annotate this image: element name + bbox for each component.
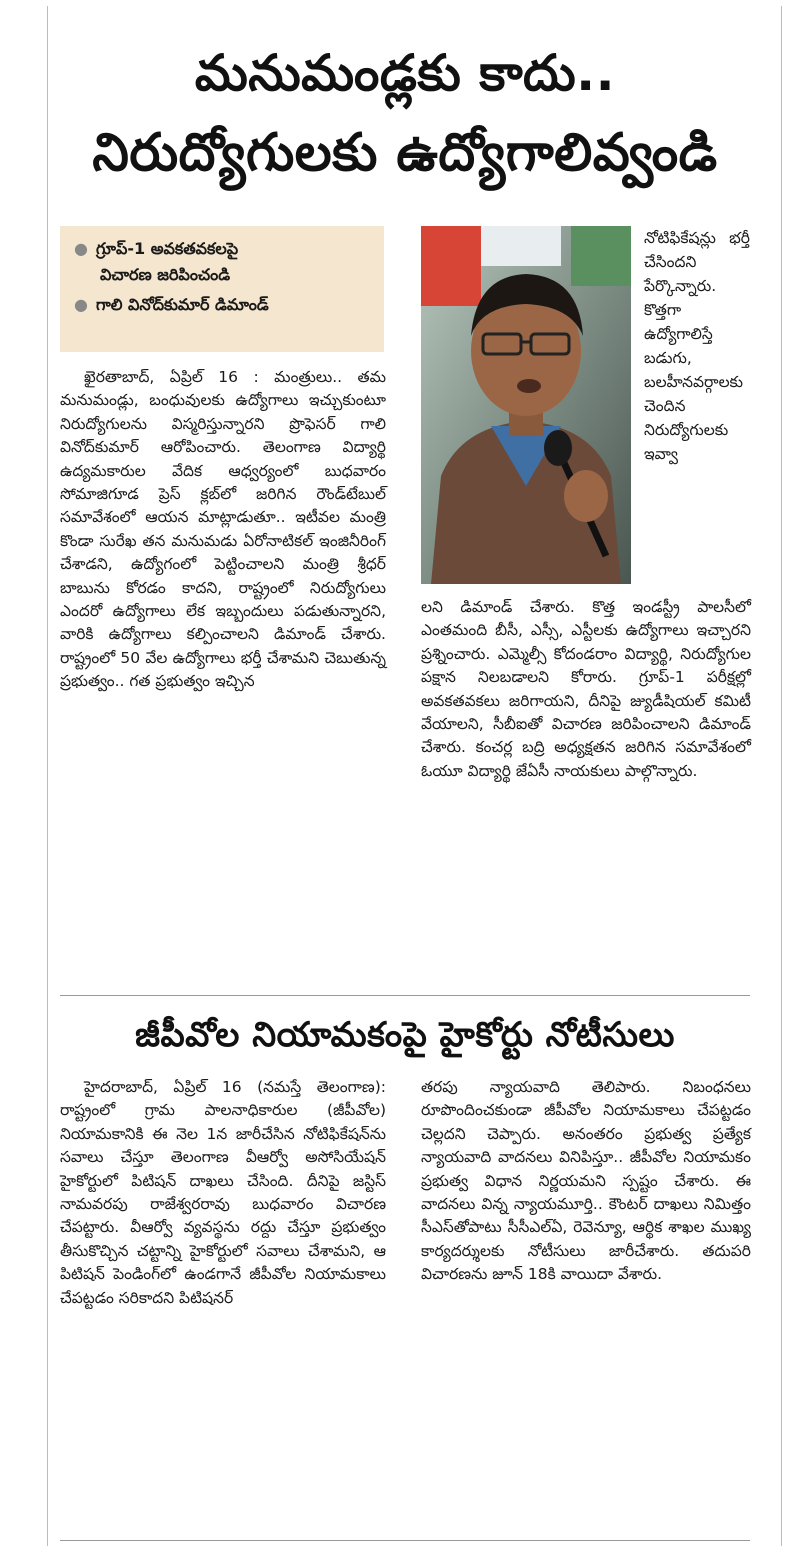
article1-paragraph: లని డిమాండ్ చేశారు. కొత్త ఇండస్ట్రీ పాలసీలో ఎంతమంది బీసీ, ఎస్సీ, ఎస్టీలకు ఉద్యోగాలు ఇచ్చారని ప్రశ్నించారు. ఎమ్మెల్సీ కోదండరాం విద్యార్థి, నిరుద్యోగుల పక్షాన నిలబడాలని కోరారు. గ్రూప్-1 పరీక్షల్లో అవకతవకలు జరిగాయని, దీనిపై జ్యుడీషియల్ కమిటీ వేయాలని, సీబీఐతో విచారణ జరిపించాలని డిమాండ్ చేశారు. కంచర్ల బద్రి అధ్యక్షతన జరిగిన సమావేశంలో ఓయూ విద్యార్థి జేఏసీ నాయకులు పాల్గొన్నారు. [421, 598, 751, 780]
article2-body-column2 [421, 1076, 751, 1287]
article1-body-column2 [421, 596, 751, 783]
article2-paragraph: తరపు న్యాయవాది తెలిపారు. నిబంధనలు రూపొందించకుండా జీపీవోల నియామకాలు చేపట్టడం చెల్లదని చెప్పారు. అనంతరం ప్రభుత్వ ప్రత్యేక న్యాయవాది వాదనలు వినిపిస్తూ.. జీపీవోల నియామకం ప్రభుత్వ విధాన నిర్ణయమని స్పష్టం చేశారు. ఈ వాదనలు విన్న న్యాయమూర్తి.. కౌంటర్ దాఖలు నిమిత్తం సీఎస్‌తోపాటు సీసీఎల్ఏ, రెవెన్యూ, ఆర్థిక శాఖల ముఖ్య కార్యదర్శులకు నోటీసులు జారీచేశారు. తదుపరి విచారణను జూన్ 18కి వాయిదా వేశారు. [421, 1078, 751, 1284]
article1-headline-line2: నిరుద్యోగులకు ఉద్యోగాలివ్వండి [92, 123, 718, 183]
speaker-photo [421, 226, 631, 584]
article2-paragraph: హైదరాబాద్, ఏప్రిల్ 16 (నమస్తే తెలంగాణ): రాష్ట్రంలో గ్రామ పాలనాధికారుల (జీపీవోల) నియామకానికి ఈ నెల 1న జారీచేసిన నోటిఫికేషన్‌ను సవాలు చేస్తూ తెలంగాణ వీఆర్వో అసోసియేషన్ హైకోర్టులో పిటిషన్ దాఖలు చేసింది. దీనిపై జస్టిస్ నామవరపు రాజేశ్వరరావు బుధవారం విచారణ చేపట్టారు. వీఆర్వో వ్యవస్థను రద్దు చేస్తూ ప్రభుత్వం తీసుకొచ్చిన చట్టాన్ని హైకోర్టులో సవాలు చేశామని, ఆ పిటిషన్ పెండింగ్‌లో ఉండగానే జీపీవోల నియామకాలు చేపట్టడం సరికాదని పిటిషనర్ [60, 1078, 386, 1307]
bullet-icon: ● [74, 239, 88, 258]
bullet-icon: ● [74, 295, 88, 314]
highlight-continuation: విచారణ జరిపించండి [100, 265, 231, 284]
article1-body-column1 [60, 366, 386, 694]
article1-paragraph: నోటిఫికేషన్లు భర్తీ చేసిందని పేర్కొన్నారు. కొత్తగా ఉద్యోగాలిస్తే బడుగు, బలహీనవర్గాలకు చెందిన నిరుద్యోగులకు ఇవ్వా [644, 229, 750, 463]
article-divider [60, 995, 750, 996]
article1-highlights-box [60, 226, 384, 352]
highlight-item [74, 236, 370, 262]
article1-body-column2-side [644, 226, 750, 466]
article2-headline: జీపీవోల నియామకంపై హైకోర్టు నోటీసులు [135, 1015, 675, 1055]
article2-body-column1 [60, 1076, 386, 1310]
speaker-photo-image [421, 226, 631, 584]
article1-paragraph: ఖైరతాబాద్, ఏప్రిల్ 16 : మంత్రులు.. తమ మనుమండ్లు, బంధువులకు ఉద్యోగాలు ఇచ్చుకుంటూ నిరుద్యోగులను విస్మరిస్తున్నారని ప్రొఫెసర్ గాలి వినోద్‌కుమార్ ఆరోపించారు. తెలంగాణ విద్యార్థి ఉద్యమకారుల వేదిక ఆధ్వర్యంలో బుధవారం సోమాజిగూడ ప్రెస్ క్లబ్‌లో జరిగిన రౌండ్‌టేబుల్ సమావేశంలో ఆయన మాట్లాడుతూ.. ఇటీవల మంత్రి కొండా సురేఖ తన మనుమడు ఏరోనాటికల్ ఇంజినీరింగ్ చేశాడని, ఉద్యోగంలో పెట్టించాలని మంత్రి శ్రీధర్ బాబును కోరడం కాదని, రాష్ట్రంలో నిరుద్యోగులు ఎందరో ఉద్యోగాలు లేక ఇబ్బందులు పడుతున్నారని, వారికి ఉద్యోగాలు కల్పించాలని డిమాండ్ చేశారు. రాష్ట్రంలో 50 వేల ఉద్యోగాలు భర్తీ చేశామని చెబుతున్న ప్రభుత్వం.. గత ప్రభుత్వం ఇచ్చిన [60, 368, 386, 691]
highlight-text: గాలి వినోద్‌కుమార్ డిమాండ్ [95, 295, 269, 314]
article1-headline-line1: మనుమండ్లకు కాదు.. [194, 44, 616, 102]
highlight-text: గ్రూప్-1 అవకతవకలపై [95, 239, 239, 258]
highlight-item [74, 292, 370, 318]
bottom-divider [60, 1540, 750, 1541]
